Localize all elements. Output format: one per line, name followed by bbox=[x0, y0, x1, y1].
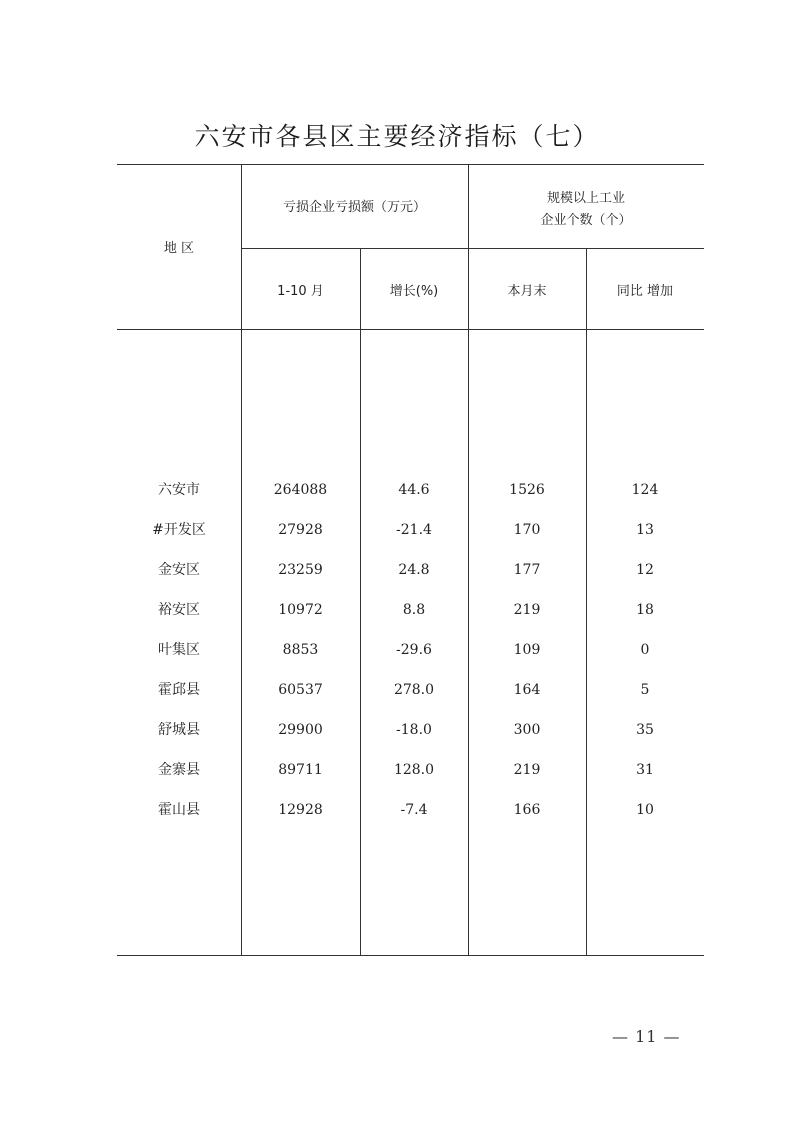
cell-count: 177 bbox=[513, 562, 541, 578]
cell-region: 裕安区 bbox=[158, 602, 200, 618]
cell-increase: 0 bbox=[640, 642, 650, 658]
cell-loss: 27928 bbox=[278, 522, 323, 538]
header-scale-group-line2: 企业个数（个） bbox=[540, 213, 632, 228]
page-number: — 11 — bbox=[612, 1027, 681, 1046]
cell-count: 164 bbox=[513, 682, 541, 698]
table-bottom-rule bbox=[117, 955, 704, 956]
cell-loss: 89711 bbox=[278, 762, 323, 778]
cell-loss: 8853 bbox=[282, 642, 319, 658]
cell-increase: 5 bbox=[640, 682, 650, 698]
cell-growth: -21.4 bbox=[396, 522, 432, 538]
cell-region: 霍山县 bbox=[158, 802, 200, 818]
cell-count: 300 bbox=[513, 722, 541, 738]
cell-loss: 10972 bbox=[278, 602, 323, 618]
cell-growth: 44.6 bbox=[398, 482, 430, 498]
cell-region: 六安市 bbox=[158, 482, 200, 498]
cell-loss: 23259 bbox=[278, 562, 323, 578]
cell-loss: 264088 bbox=[273, 482, 328, 498]
header-scale-group-line1: 规模以上工业 bbox=[546, 191, 625, 206]
cell-increase: 13 bbox=[636, 522, 654, 538]
header-mid-rule bbox=[241, 248, 704, 249]
cell-increase: 35 bbox=[636, 722, 654, 738]
cell-count: 219 bbox=[513, 762, 541, 778]
cell-region: #开发区 bbox=[152, 522, 206, 538]
cell-growth: 128.0 bbox=[393, 762, 435, 778]
cell-count: 166 bbox=[513, 802, 541, 818]
cell-region: 舒城县 bbox=[158, 722, 200, 738]
cell-loss: 29900 bbox=[278, 722, 323, 738]
cell-growth: 24.8 bbox=[398, 562, 430, 578]
page-title: 六安市各县区主要经济指标（七） bbox=[194, 122, 600, 151]
cell-count: 219 bbox=[513, 602, 541, 618]
header-loss-growth: 增长(%) bbox=[389, 284, 439, 299]
cell-increase: 18 bbox=[636, 602, 654, 618]
cell-growth: -29.6 bbox=[396, 642, 432, 658]
cell-region: 金安区 bbox=[158, 562, 200, 578]
cell-increase: 31 bbox=[636, 762, 654, 778]
table-top-rule bbox=[117, 164, 704, 165]
cell-growth: 278.0 bbox=[393, 682, 435, 698]
cell-loss: 12928 bbox=[278, 802, 323, 818]
cell-region: 金寨县 bbox=[158, 762, 200, 778]
cell-growth: -18.0 bbox=[396, 722, 432, 738]
cell-loss: 60537 bbox=[278, 682, 323, 698]
cell-count: 170 bbox=[513, 522, 541, 538]
cell-increase: 12 bbox=[636, 562, 654, 578]
cell-count: 109 bbox=[513, 642, 541, 658]
cell-region: 霍邱县 bbox=[158, 682, 200, 698]
header-region: 地 区 bbox=[163, 241, 195, 256]
header-loss-jan-oct: 1-10 月 bbox=[277, 284, 324, 299]
cell-count: 1526 bbox=[509, 482, 545, 498]
cell-increase: 10 bbox=[636, 802, 654, 818]
cell-growth: -7.4 bbox=[400, 802, 428, 818]
header-count-yoy-increase: 同比 增加 bbox=[616, 284, 674, 299]
header-count-month-end: 本月末 bbox=[507, 284, 547, 299]
cell-increase: 124 bbox=[631, 482, 659, 498]
cell-growth: 8.8 bbox=[402, 602, 426, 618]
cell-region: 叶集区 bbox=[158, 642, 200, 658]
header-loss-group: 亏损企业亏损额（万元） bbox=[282, 200, 426, 215]
header-bottom-rule bbox=[117, 329, 704, 330]
